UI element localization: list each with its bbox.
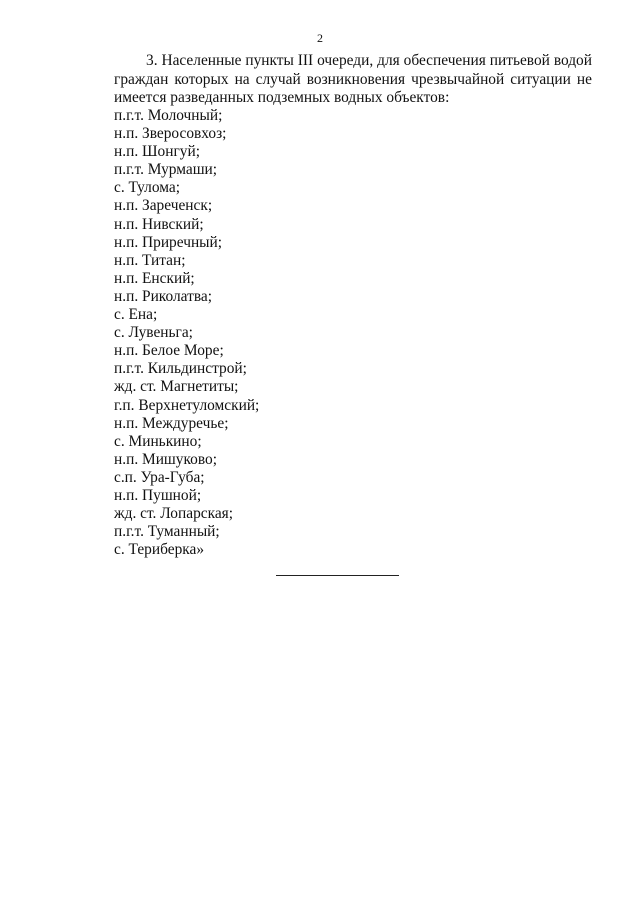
end-of-document-rule [276,575,399,576]
list-item: н.п. Междуречье; [114,414,229,432]
list-item: с. Минькино; [114,432,202,450]
list-item: н.п. Енский; [114,269,195,287]
section-intro-paragraph: 3. Населенные пункты III очереди, для обеспечения питьевой водой граждан которых на случай возникновения чрезвычайной ситуации не имеется разведанных подземных водных объектов: [114,52,592,106]
list-item: н.п. Пушной; [114,486,202,504]
list-item: с.п. Ура-Губа; [114,468,205,486]
list-item: н.п. Риколатва; [114,287,213,305]
list-item: жд. ст. Лопарская; [114,505,234,523]
list-item: с. Лувеньга; [114,324,193,342]
page-number: 2 [317,31,323,45]
list-item: с. Тулома; [114,179,181,197]
list-item: н.п. Нивский; [114,215,204,233]
list-item: жд. ст. Магнетиты; [114,378,239,396]
list-item: п.г.т. Мурмаши; [114,161,218,179]
list-item: н.п. Белое Море; [114,342,224,360]
list-item: п.г.т. Молочный; [114,107,223,124]
list-item: с. Ена; [114,306,158,324]
list-item: н.п. Зареченск; [114,197,213,215]
list-item: п.г.т. Кильдинстрой; [114,360,247,378]
list-item: с. Териберка» [114,541,205,559]
list-item: н.п. Шонгуй; [114,143,200,161]
list-item: н.п. Мишуково; [114,450,218,468]
list-item: н.п. Титан; [114,251,186,269]
list-item: н.п. Зверосовхоз; [114,125,227,143]
settlement-list [114,107,259,559]
list-item: п.г.т. Туманный; [114,523,220,541]
list-item: г.п. Верхнетуломский; [114,396,260,414]
list-item: н.п. Приречный; [114,233,223,251]
